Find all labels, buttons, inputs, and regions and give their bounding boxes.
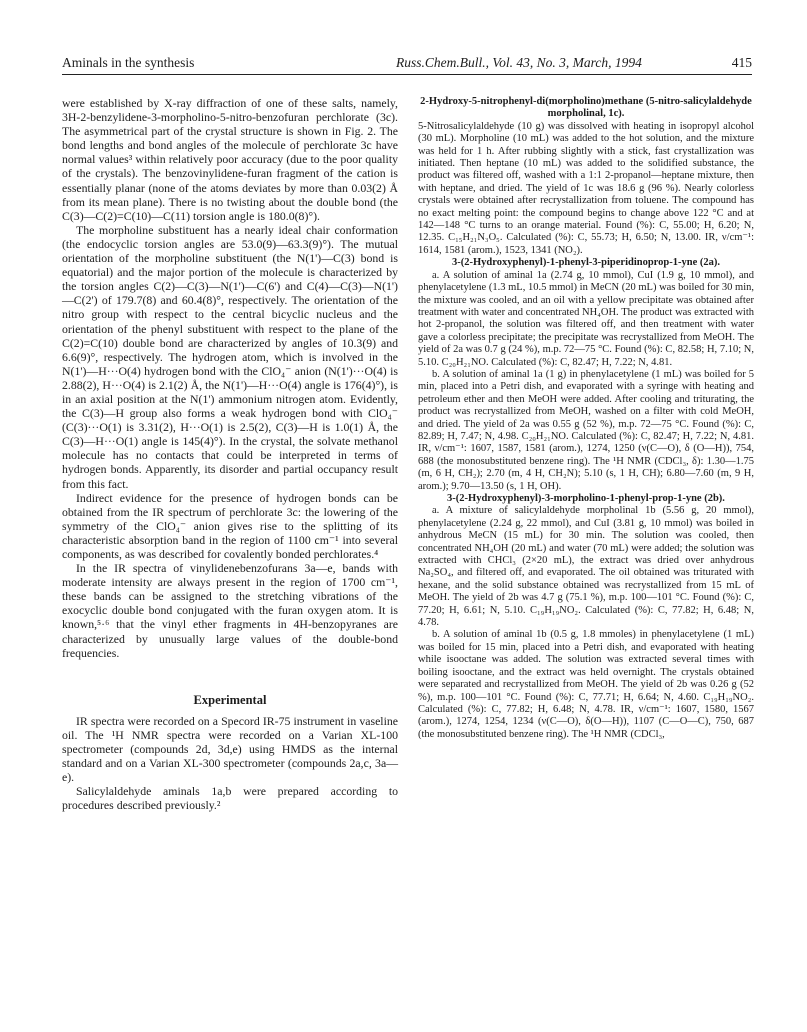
right-column bbox=[418, 96, 754, 741]
paragraph: b. A solution of aminal 1b (0.5 g, 1.8 mmoles) in phenylacetylene (1 mL) was boiled for 15 min, placed into a Petri dish, and evaporated with heating while isooctane was added. The solution was extracted several times with boiling isooctane, and the extract was held overnight. The crystals obtained were separated and recrystallized from MeOH. The yield of 2b was 0.26 g (52 %), m.p. 100—101 °C. Found (%): C, 77.71; H, 6.64; N, 4.60. C₁₉H₁₉NO₂. Calculated (%): C, 77.82; H, 6.48; N, 4.78. IR, ν/cm⁻¹: 1607, 1580, 1567 (arom.), 1274, 1254, 1234 (ν(C—O), δ(O—H)), 1107 (C—O—C), 750, 687 (the monosubstituted benzene ring). The ¹H NMR (CDCl₃, bbox=[418, 629, 754, 740]
running-title: Aminals in the synthesis bbox=[62, 55, 195, 70]
paragraph: IR spectra were recorded on a Specord IR-75 instrument in vaseline oil. The ¹H NMR spectra were recorded on a Varian XL-100 spectrometer (compounds 2d, 3d,e) using HMDS as the internal standard and on a Varian XL-300 spectrometer (compounds 2a,c, 3a—e). bbox=[62, 713, 398, 785]
left-column bbox=[62, 96, 398, 812]
paragraph: b. A solution of aminal 1a (1 g) in phenylacetylene (1 mL) was boiled for 5 min, placed into a Petri dish, and evaporated with a syringe with heating and petroleum ether and then MeOH were added. After cooling and triturating, the product was recrystallized from MeOH, washed on a filter with cold MeOH, and dried. The yield of 2a was 0.55 g (52 %), m.p. 72—75 °C. Found (%): C, 82.89; H, 7.47; N, 4.98. C₂₀H₂₁NO. Calculated (%): C, 82.47; H, 7.22; N, 4.81. IR, ν/cm⁻¹: 1607, 1587, 1581 (arom.), 1274, 1250 (ν(C—O), δ (O—H)), 754, 688 (the monosubstituted benzene ring). The ¹H NMR (CDCl₃, δ): 1.30—1.75 (m, 6 H, CH₂); 2.70 (m, 4 H, CH₂N); 5.10 (s, 1 H, CH); 6.80—7.60 (m, 9 H, arom.); 9.70—13.50 (s, 1 H, OH). bbox=[418, 368, 754, 492]
paragraph: In the IR spectra of vinylidenebenzofurans 3a—e, bands with moderate intensity are always present in the region of 1700 cm⁻¹, these bands can be assigned to the stretching vibrations of the exocyclic double bond conjugated with the furan oxygen atom. It is known,⁵·⁶ that the vinyl ether fragments in 4H-benzopyranes are characterized by unusually large values of the double-bond frequencies. bbox=[62, 561, 398, 660]
paragraph: 5-Nitrosalicylaldehyde (10 g) was dissolved with heating in isopropyl alcohol (30 mL). Morpholine (10 mL) was added to the hot solution, and the mixture was held for 1 h. After rubbing slightly with a stick, fast crystallization was initiated. Then heptane (10 mL) was added to the solidified substance, the product was filtered off, washed with a 1:1 2-propanol—heptane mixture, then with heptane, and dried. The yield of 1c was 18.6 g (96 %). Nearly colorless crystals were obtained after recrystallization from toluene. The compound has no exact melting point: the compound begins to change above 122 °C and at 142—148 °C turns to an orange material. Found (%): C, 55.00; H, 6.20; N, 12.35. C₁₅H₂₁N₃O₅. Calculated (%): C, 55.73; H, 6.50; N, 13.00. IR, ν/cm⁻¹: 1614, 1581 (arom.), 1523, 1341 (NO₂). bbox=[418, 120, 754, 256]
journal-citation: Russ.Chem.Bull., Vol. 43, No. 3, March, 1994 bbox=[396, 55, 642, 70]
compound-heading: 2-Hydroxy-5-nitrophenyl-di(morpholino)methane (5-nitro-salicylaldehyde morpholinal, 1c). bbox=[420, 96, 752, 120]
page-header bbox=[62, 52, 752, 75]
experimental-heading: Experimental bbox=[193, 692, 267, 707]
paragraph: The morpholine substituent has a nearly ideal chair conformation (the endocyclic torsion angles are 53.0(9)—63.3(9)°). The mutual orientation of the morpholine substituent (the N(1')—C(3) bond is equatorial) and the major portion of the molecule is characterized by the torsion angles C(2)—C(3)—N(1')—C(6') and C(4)—C(3)—N(1')—C(2') of 179.7(8) and 60.4(8)°, respectively. The orientation of the nitro group with respect to the central bicyclic nucleus and the orientation of the phenyl substituent with respect to the plane of the C(2)=C(10) double bond are characterized by angles of 10.3(9) and 6.6(9)°, respectively. The hydrogen atom, which is involved in the N(1')—H···O(4) hydrogen bond with the ClO₄⁻ anion (N(1')···O(4) is 2.88(2), H···O(4) is 2.1(2) Å, the N(1')—H···O(4) angle is 176(4)°), is in an axial position at the N(1') ammonium nitrogen atom. Evidently, the C(3)—H group also forms a weak hydrogen bond with ClO₄⁻ (C(3)···O(1) is 3.31(2), H···O(1) is 2.5(2), C(3)—H is 1.0(1) Å, the C(3)—H···O(1) angle is 145(4)°). In the crystal, the solvate methanol molecule has no contacts that could be interpreted in terms of hydrogen bonds. Apparently, its disorder and partial occupancy result from this fact. bbox=[62, 222, 398, 491]
paragraph: a. A mixture of salicylaldehyde morpholinal 1b (5.56 g, 20 mmol), phenylacetylene (2.24 g, 22 mmol), and CuI (3.81 g, 10 mmol) was boiled in anhydrous MeCN (15 mL) for 30 min. The solution was cooled, then concentrated NH₄OH (20 mL) and water (70 mL) were added; the solution was extracted with CHCl₃ (2×20 mL), the extract was dried over anhydrous Na₂SO₄, and filtered off, and evaporated. The oil obtained was triturated with hexane, and the solid substance obtained was recrystallized from 15 mL of MeOH. The yield of 2b was 4.7 g (75.1 %), m.p. 100—101 °C. Found (%): C, 77.20; H, 6.61; N, 5.10. C₁₉H₁₉NO₂. Calculated (%): C, 77.82; H, 6.48; N, 4.78. bbox=[418, 505, 754, 629]
paragraph: were established by X-ray diffraction of one of these salts, namely, 3H-2-benzylidene-3-morpholino-5-nitro-benzofuran perchlorate (3c). The asymmetrical part of the crystal structure is shown in Fig. 2. The bond lengths and bond angles of the molecule of perchlorate 3c have normal values³ within relatively poor accuracy (due to the poor quality of the crystals). The benzovinylidene-furan fragment of the cation is essentially planar (none of the atoms deviates by more than 0.03(2) Å from its mean plane). There is no twisting about the double bond (the C(3)—C(2)=C(10)—C(11) torsion angle is 180.0(8)°). bbox=[62, 96, 398, 223]
paragraph: a. A solution of aminal 1a (2.74 g, 10 mmol), CuI (1.9 g, 10 mmol), and phenylacetylene (1.3 mL, 10.5 mmol) in MeCN (20 mL) was boiled for 30 min, the mixture was cooled, and an oil with a yellow precipitate was obtained after treatment with water and concentrated NH₄OH. The product was extracted with hot 2-propanol, the solution was filtered off, and then treatment with water gave a colorless precipitate; the precipitate was recrystallized from MeOH. The yield of 2a was 0.7 g (24 %), m.p. 72—75 °C. Found (%): C, 82.58; H, 7.10; N, 5.10. C₂₀H₂₁NO. Calculated (%): C, 82.47; H, 7.22; N, 4.81. bbox=[418, 269, 754, 368]
section-gap bbox=[62, 660, 398, 692]
compound-heading: 3-(2-Hydroxyphenyl)-3-morpholino-1-phenyl-prop-1-yne (2b). bbox=[447, 493, 725, 504]
compound-heading: 3-(2-Hydroxyphenyl)-1-phenyl-3-piperidinoprop-1-yne (2a). bbox=[452, 257, 720, 269]
paragraph: Salicylaldehyde aminals 1a,b were prepared according to procedures described previously.² bbox=[62, 784, 398, 813]
page-number: 415 bbox=[731, 55, 752, 70]
paragraph: Indirect evidence for the presence of hydrogen bonds can be obtained from the IR spectrum of perchlorate 3c: the lowering of the symmetry of the ClO₄⁻ anion gives rise to the splitting of its characteristic absorption band in the region of 1100 cm⁻¹ into several components, as was described for covalently bonded perchlorates.⁴ bbox=[62, 490, 398, 561]
